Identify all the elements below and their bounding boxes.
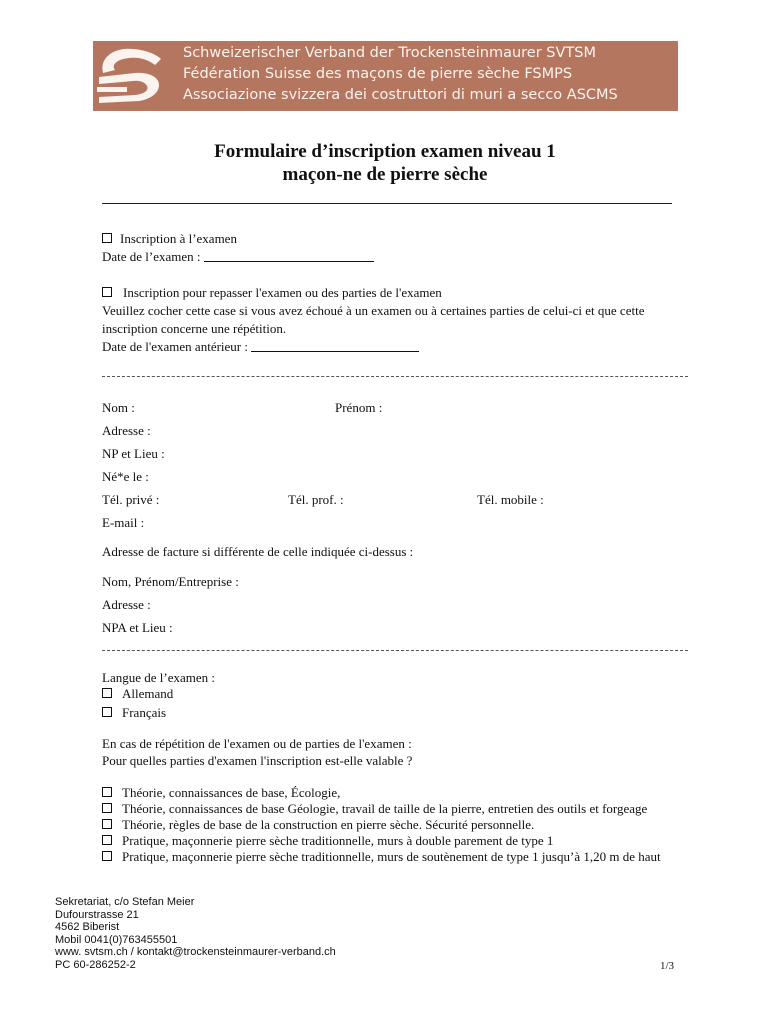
section-divider xyxy=(102,650,688,651)
tel-prive-label: Tél. privé : xyxy=(102,492,160,507)
checkbox-icon[interactable] xyxy=(102,835,112,845)
repeat-note-line1: Veuillez cocher cette case si vous avez échoué à un examen ou à certaines parties de celui-ci et que cette xyxy=(102,303,645,318)
checkbox-icon[interactable] xyxy=(102,787,112,797)
billing-heading: Adresse de facture si différente de celle indiquée ci-dessus : xyxy=(102,544,414,559)
exam-registration-option[interactable]: Inscription à l’examen xyxy=(102,231,237,247)
language-label: Langue de l’examen : xyxy=(102,670,215,685)
footer-address xyxy=(55,896,336,971)
repeat-note-line2: inscription concerne une répétition. xyxy=(102,321,287,336)
birthdate-label: Né*e le : xyxy=(102,469,149,484)
exam-part-option[interactable]: Théorie, connaissances de base, Écologie, xyxy=(102,785,340,801)
repeat-registration-option[interactable]: Inscription pour repasser l'examen ou des parties de l'examen xyxy=(102,285,442,301)
repeat-question-line2: Pour quelles parties d'examen l'inscription est-elle valable ? xyxy=(102,753,413,768)
checkbox-icon[interactable] xyxy=(102,851,112,861)
exam-part-option[interactable]: Pratique, maçonnerie pierre sèche traditionnelle, murs à double parement de type 1 xyxy=(102,833,553,849)
footer-secretariat: Sekretariat, c/o Stefan Meier xyxy=(55,896,195,908)
association-name-de: Schweizerischer Verband der Trockensteinmaurer SVTSM xyxy=(183,45,596,61)
page-number: 1/3 xyxy=(660,960,675,972)
nom-label: Nom : xyxy=(102,400,135,415)
footer-web-email: www. svtsm.ch / kontakt@trockensteinmaurer-verband.ch xyxy=(55,946,336,958)
language-option-german[interactable]: Allemand xyxy=(102,686,173,702)
checkbox-icon[interactable] xyxy=(102,287,112,297)
footer-postal-account: PC 60-286252-2 xyxy=(55,958,136,971)
exam-part-option[interactable]: Théorie, règles de base de la construction en pierre sèche. Sécurité personnelle. xyxy=(102,817,534,833)
tel-prof-label: Tél. prof. : xyxy=(288,492,344,507)
stone-wall-logo-icon xyxy=(95,43,167,109)
tel-mobile-label: Tél. mobile : xyxy=(477,492,544,507)
checkbox-icon[interactable] xyxy=(102,233,112,243)
association-name-it: Associazione svizzera dei costruttori di muri a secco ASCMS xyxy=(183,87,618,103)
exam-date-blank[interactable] xyxy=(204,251,374,262)
association-name-fr: Fédération Suisse des maçons de pierre sèche FSMPS xyxy=(183,66,573,82)
email-label: E-mail : xyxy=(102,515,145,530)
exam-part-option[interactable]: Pratique, maçonnerie pierre sèche traditionnelle, murs de soutènement de type 1 jusqu’à 1,20 m de haut xyxy=(102,849,661,865)
repeat-question-line1: En cas de répétition de l'examen ou de parties de l'examen : xyxy=(102,736,412,751)
billing-npa-label: NPA et Lieu : xyxy=(102,620,173,635)
checkbox-icon[interactable] xyxy=(102,707,112,717)
billing-name-label: Nom, Prénom/Entreprise : xyxy=(102,574,239,589)
billing-adresse-label: Adresse : xyxy=(102,597,151,612)
form-title-line2: maçon-ne de pierre sèche xyxy=(282,164,488,185)
checkbox-icon[interactable] xyxy=(102,819,112,829)
np-lieu-label: NP et Lieu : xyxy=(102,446,165,461)
previous-exam-date-field[interactable]: Date de l'examen antérieur : xyxy=(102,339,419,355)
prenom-label: Prénom : xyxy=(335,400,383,415)
language-option-french[interactable]: Français xyxy=(102,705,166,721)
adresse-label: Adresse : xyxy=(102,423,151,438)
footer-street: Dufourstrasse 21 xyxy=(55,908,139,921)
title-rule xyxy=(102,203,672,204)
footer-city: 4562 Biberist xyxy=(55,921,120,933)
header-banner xyxy=(93,41,678,111)
previous-exam-date-blank[interactable] xyxy=(251,341,419,352)
exam-part-option[interactable]: Théorie, connaissances de base Géologie, travail de taille de la pierre, entretien des outils et forgeage xyxy=(102,801,647,817)
form-title-line1: Formulaire d’inscription examen niveau 1 xyxy=(214,141,556,162)
checkbox-icon[interactable] xyxy=(102,688,112,698)
checkbox-icon[interactable] xyxy=(102,803,112,813)
section-divider xyxy=(102,376,688,377)
exam-date-field[interactable]: Date de l’examen : xyxy=(102,249,374,265)
footer-phone: Mobil 0041(0)763455501 xyxy=(55,933,178,946)
